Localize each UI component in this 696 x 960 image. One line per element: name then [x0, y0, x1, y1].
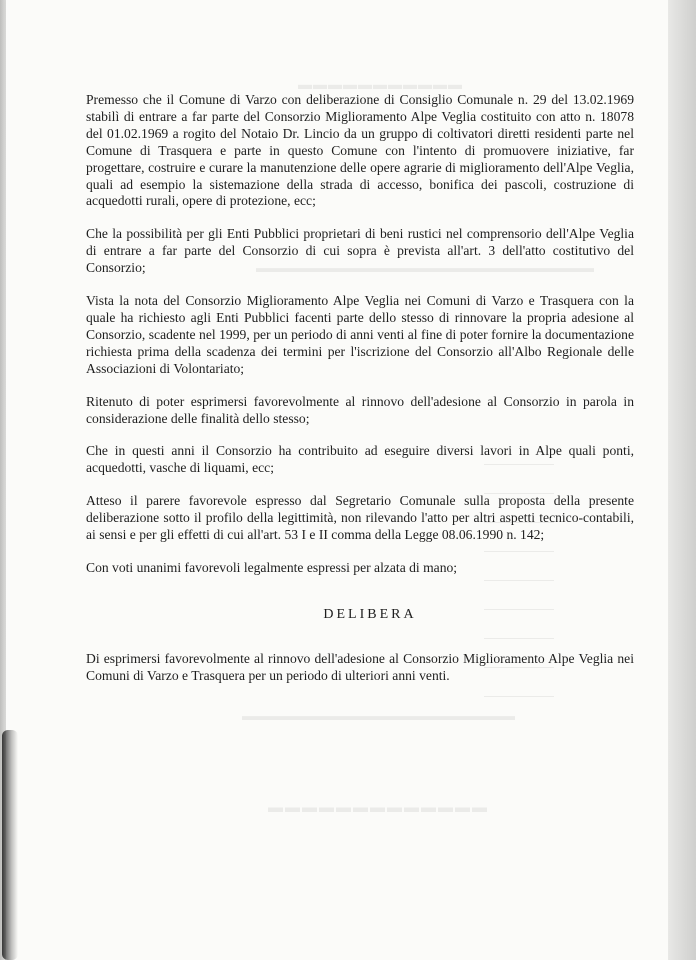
- paragraph-premesso: Premesso che il Comune di Varzo con deliberazione di Consiglio Comunale n. 29 del 13.02.1969 stabilì di entrare a far parte del Consorzio Miglioramento Alpe Veglia costituito con atto n. 18078 del 01.02.1969 a rogito del Notaio Dr. Lincio da un gruppo di coltivatori diretti residenti parte nel Comune di Trasquera e parte in questo Comune con l'intento di promuovere iniziative, far progettare, costruire e curare la manutenzione delle opere agrarie di miglioramento dell'Alpe Veglia, quali ad esempio la sistemazione della strada di accesso, bonifica dei pascoli, costruzione di acquedotti rurali, opere di protezione, ecc;: [86, 92, 634, 209]
- paragraph-atteso: Atteso il parere favorevole espresso dal Segretario Comunale sulla proposta della presente deliberazione sotto il profilo della legittimità, non rilevando l'atto per altri aspetti tecnico-contabili, ai sensi e per gli effetti di cui all'art. 53 I e II comma della Legge 08.06.1990 n. 142;: [86, 493, 634, 543]
- show-through-text: ▬▬▬▬▬▬▬▬▬▬▬▬▬▬▬▬▬▬▬▬▬: [242, 708, 515, 723]
- scan-right-edge: [668, 0, 696, 960]
- show-through-text: ▬▬▬▬▬▬▬▬▬▬▬: [298, 78, 463, 93]
- paragraph-resolution: Di esprimersi favorevolmente al rinnovo dell'adesione al Consorzio Miglioramento Alpe Veglia nei Comuni di Varzo e Trasquera per un periodo di ulteriori anni venti.: [86, 650, 634, 683]
- paragraph-ritenuto: Ritenuto di poter esprimersi favorevolmente al rinnovo dell'adesione al Consorzio in parola in considerazione delle finalità dello stesso;: [86, 393, 634, 426]
- scan-shadow: [2, 730, 18, 960]
- paragraph-possibilita: Che la possibilità per gli Enti Pubblici proprietari di beni rustici nel comprensorio dell'Alpe Veglia di entrare a far parte del Consorzio di cui sopra è prevista all'art. 3 dell'atto costitutivo del Consorzio;: [86, 226, 634, 276]
- show-through-text: ▬▬▬▬▬▬▬▬▬▬▬▬▬▬▬▬▬▬▬▬▬▬▬▬▬▬: [256, 260, 594, 275]
- document-body: [86, 92, 634, 701]
- paragraph-vista-nota: Vista la nota del Consorzio Miglioramento Alpe Veglia nei Comuni di Varzo e Trasquera con la quale ha richiesto agli Enti Pubblici facenti parte dello stesso di rinnovare la propria adesione al Consorzio, scadente nel 1999, per un periodo di anni venti al fine di poter fornire la documentazione richiesta prima della scadenza dei termini per l'iscrizione del Consorzio all'Albo Regionale delle Associazioni di Volontariato;: [86, 293, 634, 376]
- show-through-text: ▬▬▬▬▬▬▬▬▬▬▬▬▬: [268, 800, 489, 816]
- paragraph-lavori: Che in questi anni il Consorzio ha contribuito ad eseguire diversi lavori in Alpe quali ponti, acquedotti, vasche di liquami, ecc;: [86, 443, 634, 476]
- section-heading-delibera: DELIBERA: [323, 606, 417, 622]
- document-page: [6, 0, 668, 960]
- paragraph-voti: Con voti unanimi favorevoli legalmente espressi per alzata di mano;: [86, 559, 458, 575]
